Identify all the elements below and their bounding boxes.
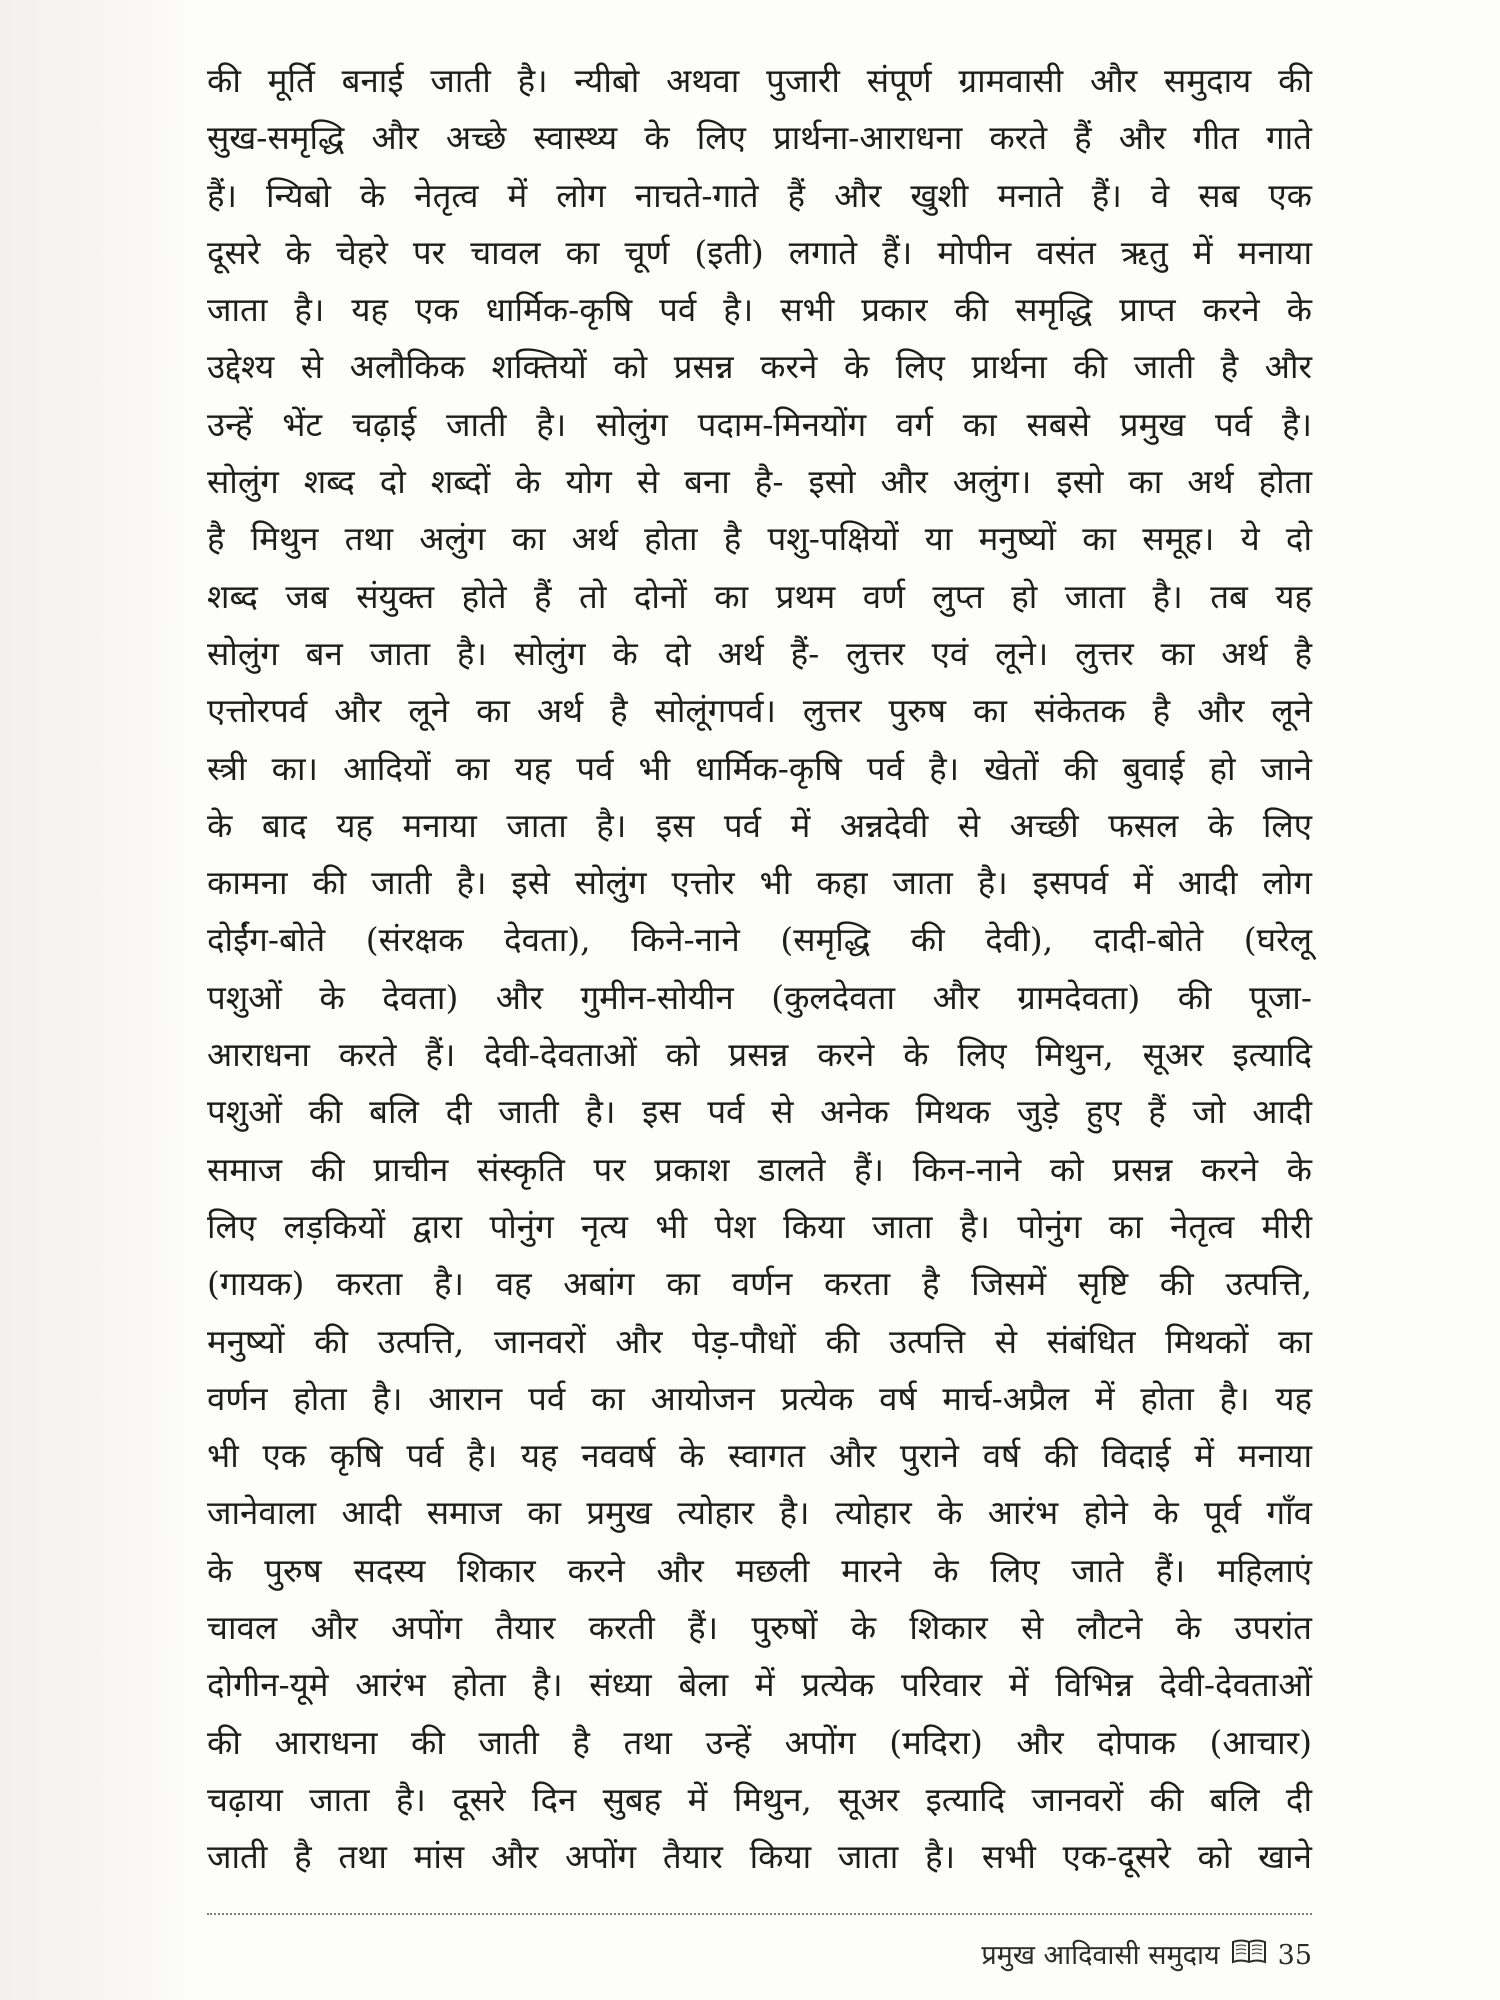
page-footer — [981, 1938, 1312, 1973]
text-line-20: समाज की प्राचीन संस्कृति पर प्रकाश डालते हैं। किन-नाने को प्रसन्न करने के — [207, 1149, 1312, 1189]
running-title: प्रमुख आदिवासी समुदाय — [981, 1939, 1220, 1971]
text-line-28: चावल और अपोंग तैयार करती हैं। पुरुषों के शिकार से लौटने के उपरांत — [207, 1608, 1312, 1648]
text-line-29: दोगीन-यूमे आरंभ होता है। संध्या बेला में प्रत्येक परिवार में विभिन्न देवी-देवताओं — [207, 1665, 1312, 1705]
text-line-15: कामना की जाती है। इसे सोलुंग एत्तोर भी कहा जाता है। इसपर्व में आदी लोग — [207, 863, 1312, 903]
text-line-26: जानेवाला आदी समाज का प्रमुख त्योहार है। त्योहार के आरंभ होने के पूर्व गाँव — [207, 1493, 1312, 1533]
text-line-14: के बाद यह मनाया जाता है। इस पर्व में अन्नदेवी से अच्छी फसल के लिए — [207, 805, 1312, 845]
text-line-31: चढ़ाया जाता है। दूसरे दिन सुबह में मिथुन, सूअर इत्यादि जानवरों की बलि दी — [207, 1779, 1312, 1819]
text-line-7: उन्हें भेंट चढ़ाई जाती है। सोलुंग पदाम-मिनयोंग वर्ग का सबसे प्रमुख पर्व है। — [207, 404, 1312, 444]
text-line-16: दोईंग-बोते (संरक्षक देवता), किने-नाने (समृद्धि की देवी), दादी-बोते (घरेलू — [207, 920, 1312, 960]
open-book-icon — [1232, 1938, 1266, 1973]
text-line-11: सोलुंग बन जाता है। सोलुंग के दो अर्थ हैं- लुत्तर एवं लूने। लुत्तर का अर्थ है — [207, 633, 1312, 673]
text-line-8: सोलुंग शब्द दो शब्दों के योग से बना है- इसो और अलुंग। इसो का अर्थ होता — [207, 462, 1312, 502]
text-line-27: के पुरुष सदस्य शिकार करने और मछली मारने के लिए जाते हैं। महिलाएं — [207, 1550, 1312, 1590]
text-line-19: पशुओं की बलि दी जाती है। इस पर्व से अनेक मिथक जुड़े हुए हैं जो आदी — [207, 1092, 1312, 1132]
text-line-5: जाता है। यह एक धार्मिक-कृषि पर्व है। सभी प्रकार की समृद्धि प्राप्त करने के — [207, 290, 1312, 330]
text-line-23: मनुष्यों की उत्पत्ति, जानवरों और पेड़-पौधों की उत्पत्ति से संबंधित मिथकों का — [207, 1321, 1312, 1361]
text-line-9: है मिथुन तथा अलुंग का अर्थ होता है पशु-पक्षियों या मनुष्यों का समूह। ये दो — [207, 519, 1312, 559]
page-gutter-shade — [0, 0, 196, 2000]
text-line-21: लिए लड़कियों द्वारा पोनुंग नृत्य भी पेश किया जाता है। पोनुंग का नेतृत्व मीरी — [207, 1206, 1312, 1246]
footer-rule — [207, 1913, 1312, 1915]
text-line-13: स्त्री का। आदियों का यह पर्व भी धार्मिक-कृषि पर्व है। खेतों की बुवाई हो जाने — [207, 748, 1312, 788]
text-line-32: जाती है तथा मांस और अपोंग तैयार किया जाता है। सभी एक-दूसरे को खाने — [207, 1837, 1312, 1877]
text-line-2: सुख-समृद्धि और अच्छे स्वास्थ्य के लिए प्रार्थना-आराधना करते हैं और गीत गाते — [207, 118, 1312, 158]
body-paragraph — [207, 52, 1312, 1886]
text-line-4: दूसरे के चेहरे पर चावल का चूर्ण (इती) लगाते हैं। मोपीन वसंत ऋतु में मनाया — [207, 232, 1312, 272]
text-line-25: भी एक कृषि पर्व है। यह नववर्ष के स्वागत और पुराने वर्ष की विदाई में मनाया — [207, 1436, 1312, 1476]
page-number: 35 — [1277, 1939, 1312, 1971]
text-line-24: वर्णन होता है। आरान पर्व का आयोजन प्रत्येक वर्ष मार्च-अप्रैल में होता है। यह — [207, 1378, 1312, 1418]
text-line-22: (गायक) करता है। वह अबांग का वर्णन करता है जिसमें सृष्टि की उत्पत्ति, — [207, 1264, 1312, 1304]
text-line-10: शब्द जब संयुक्त होते हैं तो दोनों का प्रथम वर्ण लुप्त हो जाता है। तब यह — [207, 576, 1312, 616]
text-line-17: पशुओं के देवता) और गुमीन-सोयीन (कुलदेवता और ग्रामदेवता) की पूजा- — [207, 977, 1312, 1017]
text-line-3: हैं। न्यिबो के नेतृत्व में लोग नाचते-गाते हैं और खुशी मनाते हैं। वे सब एक — [207, 175, 1312, 215]
text-line-18: आराधना करते हैं। देवी-देवताओं को प्रसन्न करने के लिए मिथुन, सूअर इत्यादि — [207, 1035, 1312, 1075]
text-line-1: की मूर्ति बनाई जाती है। न्यीबो अथवा पुजारी संपूर्ण ग्रामवासी और समुदाय की — [207, 61, 1312, 100]
text-line-12: एत्तोरपर्व और लूने का अर्थ है सोलूंगपर्व। लुत्तर पुरुष का संकेतक है और लूने — [207, 691, 1312, 731]
text-line-30: की आराधना की जाती है तथा उन्हें अपोंग (मदिरा) और दोपाक (आचार) — [207, 1722, 1312, 1762]
text-line-6: उद्देश्य से अलौकिक शक्तियों को प्रसन्न करने के लिए प्रार्थना की जाती है और — [207, 347, 1312, 387]
